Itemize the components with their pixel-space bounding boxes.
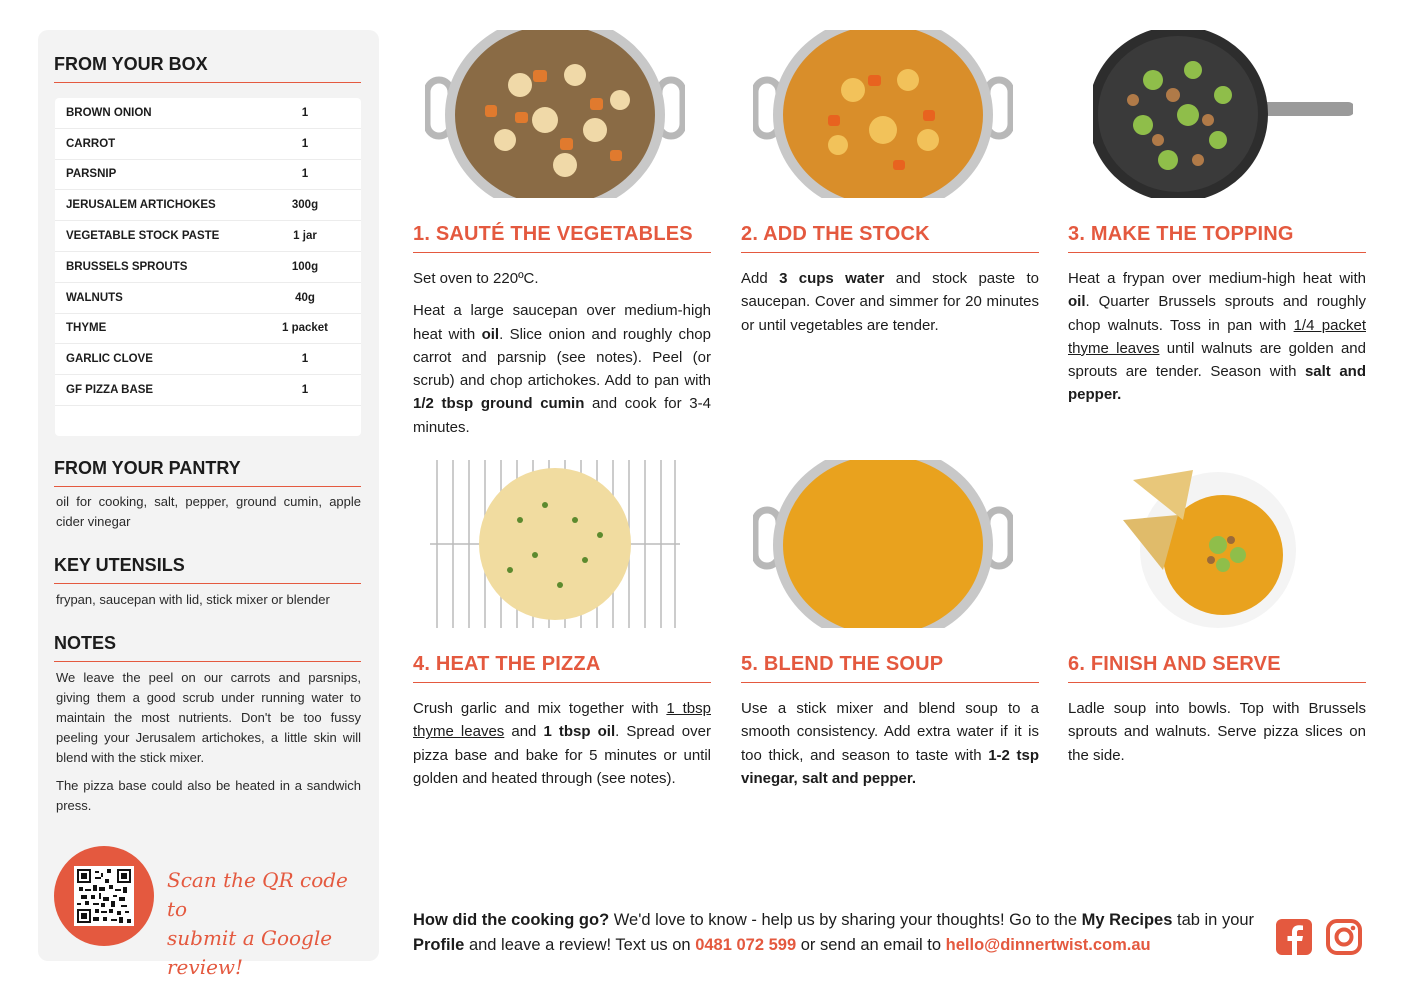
step-2-body: Add 3 cups water and stock paste to saucepan. Cover and simmer for 20 minutes or until vegetables are tender. (741, 270, 1040, 334)
pantry-text: oil for cooking, salt, pepper, ground cumin, apple cider vinegar (56, 494, 361, 529)
ingredient-quantity: 1 (301, 168, 309, 181)
step-1-title: 1. SAUTÉ THE VEGETABLES (413, 223, 711, 253)
ingredient-row (55, 375, 361, 406)
step-3-body: Heat a frypan over medium-high heat with oil. Quarter Brussels sprouts and roughly chop walnuts. Toss in pan with 1/4 packet thyme leaves until walnuts are golden and sprouts are tender. Season with salt and pepper. (1068, 270, 1366, 404)
step-2-title: 2. ADD THE STOCK (741, 223, 1039, 253)
notes-heading: NOTES (54, 633, 361, 662)
ingredient-row (55, 221, 361, 252)
step-6-title: 6. FINISH AND SERVE (1068, 653, 1366, 683)
utensils-text: frypan, saucepan with lid, stick mixer or blender (56, 592, 330, 607)
qr-code-badge[interactable] (54, 846, 154, 946)
saucepan-vegetables-photo (425, 30, 685, 198)
step-5-title: 5. BLEND THE SOUP (741, 653, 1039, 683)
ingredient-quantity: 100g (291, 260, 319, 273)
saucepan-stock-photo (753, 30, 1013, 198)
ingredient-quantity: 40g (295, 291, 315, 304)
ingredient-row (55, 98, 361, 129)
ingredient-name: WALNUTS (66, 291, 123, 304)
ingredient-name: GARLIC CLOVE (66, 353, 153, 366)
ingredient-row (55, 252, 361, 283)
ingredient-name: PARSNIP (66, 168, 117, 181)
step-5-body: Use a stick mixer and blend soup to a smooth consistency. Add extra water if it is too thick, and season to taste with 1-2 tsp vinegar, salt and pepper. (741, 700, 1039, 787)
ingredient-name: BRUSSELS SPROUTS (66, 260, 188, 273)
ingredient-row (55, 160, 361, 191)
ingredient-row (55, 190, 361, 221)
ingredient-name: CARROT (66, 137, 116, 150)
step-1-body: Set oven to 220ºC. Heat a large saucepan over medium-high heat with oil. Slice onion and roughly chop carrot and parsnip (see notes). Peel (or scrub) and chop artichokes. Add to pan with 1/2 tbsp ground cumin and cook for 3-4 minutes. (413, 270, 711, 436)
ingredient-name: JERUSALEM ARTICHOKES (66, 199, 216, 212)
pizza-rack-photo (425, 460, 685, 628)
utensils-heading: KEY UTENSILS (54, 555, 361, 584)
sidebar (38, 30, 379, 979)
from-box-heading: FROM YOUR BOX (54, 54, 361, 83)
frypan-sprouts-photo (1093, 30, 1353, 198)
ingredient-quantity: 1 (301, 106, 309, 119)
step-6-body: Ladle soup into bowls. Top with Brussels sprouts and walnuts. Serve pizza slices on the side. (1068, 700, 1366, 764)
facebook-icon[interactable] (1275, 918, 1313, 956)
ingredient-quantity: 1 (301, 384, 309, 397)
notes-text: We leave the peel on our carrots and parsnips, giving them a good scrub under running water to maintain the most nutrients. Don't be too fussy peeling your Jerusalem artichokes, a little skin will blend with the stick mixer. The pizza base could also be heated in a sandwich press. (56, 670, 361, 813)
step-4-body: Crush garlic and mix together with 1 tbsp thyme leaves and 1 tbsp oil. Spread over pizza base and bake for 5 minutes or until golden and heated through (see notes). (413, 700, 711, 787)
saucepan-soup-photo (753, 460, 1013, 628)
ingredient-quantity: 300g (291, 199, 319, 212)
ingredient-row (55, 129, 361, 160)
ingredient-quantity: 1 (301, 137, 309, 150)
feedback-footer: How did the cooking go? We'd love to know - help us by sharing your thoughts! Go to the My Recipes tab in your Profile and leave a review! Text us on 0481 072 599 or send an email to hello@dinnertwist.com.au (413, 911, 1255, 954)
ingredient-quantity: 1 packet (281, 322, 329, 335)
instagram-icon[interactable] (1325, 918, 1363, 956)
qr-call-to-action: Scan the QR code to submit a Google review! (167, 868, 348, 979)
email-link[interactable]: hello@dinnertwist.com.au (945, 936, 1151, 954)
ingredient-name: THYME (66, 322, 107, 335)
ingredients-table (55, 98, 361, 436)
step-3-title: 3. MAKE THE TOPPING (1068, 223, 1366, 253)
ingredient-name: GF PIZZA BASE (66, 384, 154, 397)
ingredient-row (55, 283, 361, 314)
ingredient-quantity: 1 (301, 353, 309, 366)
ingredient-quantity: 1 jar (293, 230, 317, 243)
phone-link[interactable]: 0481 072 599 (695, 936, 797, 954)
ingredient-name: VEGETABLE STOCK PASTE (66, 230, 220, 243)
pantry-heading: FROM YOUR PANTRY (54, 458, 361, 487)
ingredient-row (55, 314, 361, 345)
step-4-title: 4. HEAT THE PIZZA (413, 653, 711, 683)
soup-bowl-photo (1093, 460, 1353, 628)
qr-code-icon (77, 869, 131, 923)
ingredient-row (55, 344, 361, 375)
ingredient-name: BROWN ONION (66, 106, 152, 119)
